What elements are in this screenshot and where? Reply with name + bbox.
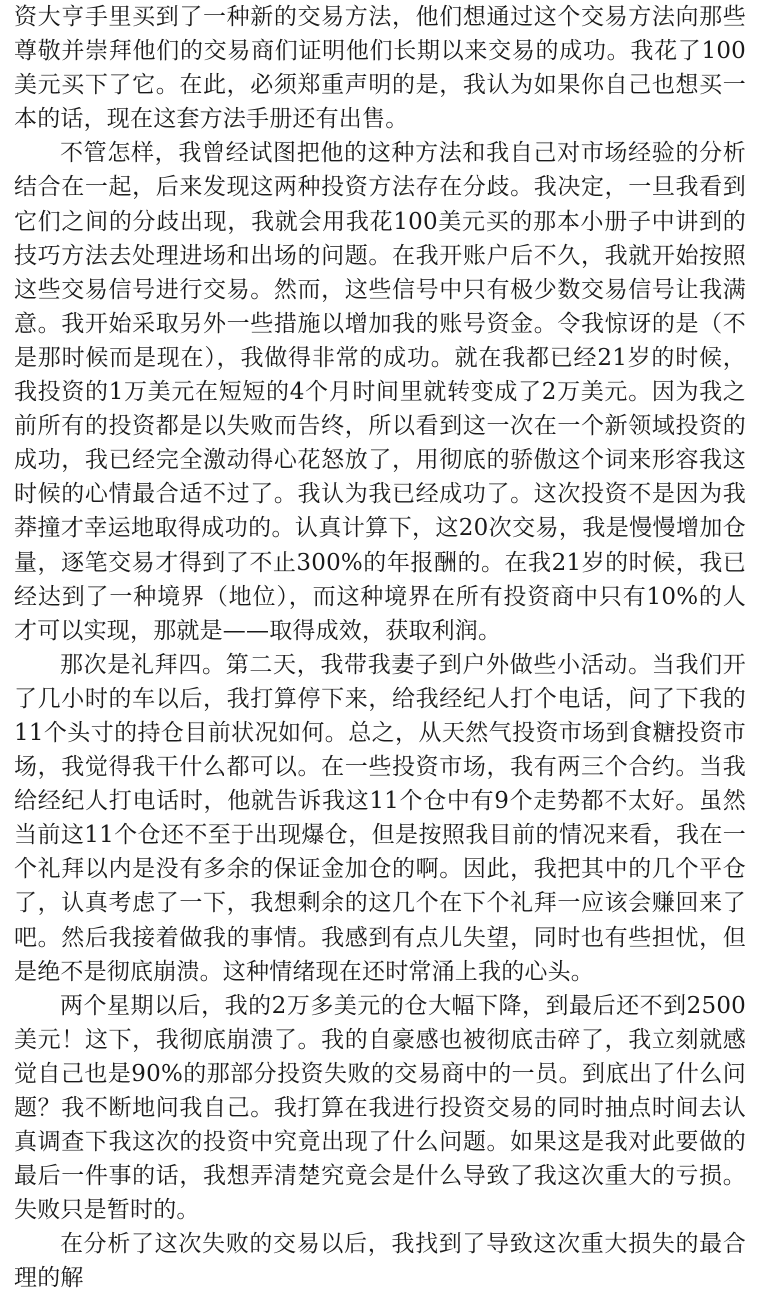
paragraph-2: 不管怎样，我曾经试图把他的这种方法和我自己对市场经验的分析结合在一起，后来发现这两种投资方法存在分歧。我决定，一旦我看到它们之间的分歧出现，我就会用我花100美元买的那本小册子中讲到的技巧方法去处理进场和出场的问题。在我开账户后不久，我就开始按照这些交易信号进行交易。然而，这些信号中只有极少数交易信号让我满意。我开始采取另外一些措施以增加我的账号资金。令我惊讶的是（不是那时候而是现在），我做得非常的成功。就在我都已经21岁的时候，我投资的1万美元在短短的4个月时间里就转变成了2万美元。因为我之前所有的投资都是以失败而告终，所以看到这一次在一个新领域投资的成功，我已经完全激动得心花怒放了，用彻底的骄傲这个词来形容我这时候的心情最合适不过了。我认为我已经成功了。这次投资不是因为我莽撞才幸运地取得成功的。认真计算下，这20次交易，我是慢慢增加仓量，逐笔交易才得到了不止300%的年报酬的。在我21岁的时候，我已经达到了一种境界（地位），而这种境界在所有投资商中只有10%的人才可以实现，那就是——取得成效，获取利润。 (14, 140, 746, 644)
paragraph-3: 那次是礼拜四。第二天，我带我妻子到户外做些小活动。当我们开了几小时的车以后，我打算停下来，给我经纪人打个电话，问了下我的11个头寸的持仓目前状况如何。总之，从天然气投资市场到食糖投资市场，我觉得我干什么都可以。在一些投资市场，我有两三个合约。当我给经纪人打电话时，他就告诉我这11个仓中有9个走势都不太好。虽然当前这11个仓还不至于出现爆仓，但是按照我目前的情况来看，我在一个礼拜以内是没有多余的保证金加仓的啊。因此，我把其中的几个平仓了，认真考虑了一下，我想剩余的这几个在下个礼拜一应该会赚回来了吧。然后我接着做我的事情。我感到有点儿失望，同时也有些担忧，但是绝不是彻底崩溃。这种情绪现在还时常涌上我的心头。 (14, 651, 746, 985)
paragraph-5: 在分析了这次失败的交易以后，我找到了导致这次重大损失的最合理的解 (14, 1231, 746, 1292)
paragraph-4: 两个星期以后，我的2万多美元的仓大幅下降，到最后还不到2500美元！这下，我彻底崩溃了。我的自豪感也被彻底击碎了，我立刻就感觉自己也是90%的那部分投资失败的交易商中的一员。到底出了什么问题？我不断地问我自己。我打算在我进行投资交易的同时抽点时间去认真调查下我这次的投资中究竟出现了什么问题。如果这是我对此要做的最后一件事的话，我想弄清楚究竟会是什么导致了我这次重大的亏损。失败只是暂时的。 (14, 992, 746, 1224)
document-page (14, 0, 746, 1296)
paragraph-1: 资大亨手里买到了一种新的交易方法，他们想通过这个交易方法向那些尊敬并崇拜他们的交易商们证明他们长期以来交易的成功。我花了100美元买下了它。在此，必须郑重声明的是，我认为如果你自己也想买一本的话，现在这套方法手册还有出售。 (14, 4, 746, 133)
